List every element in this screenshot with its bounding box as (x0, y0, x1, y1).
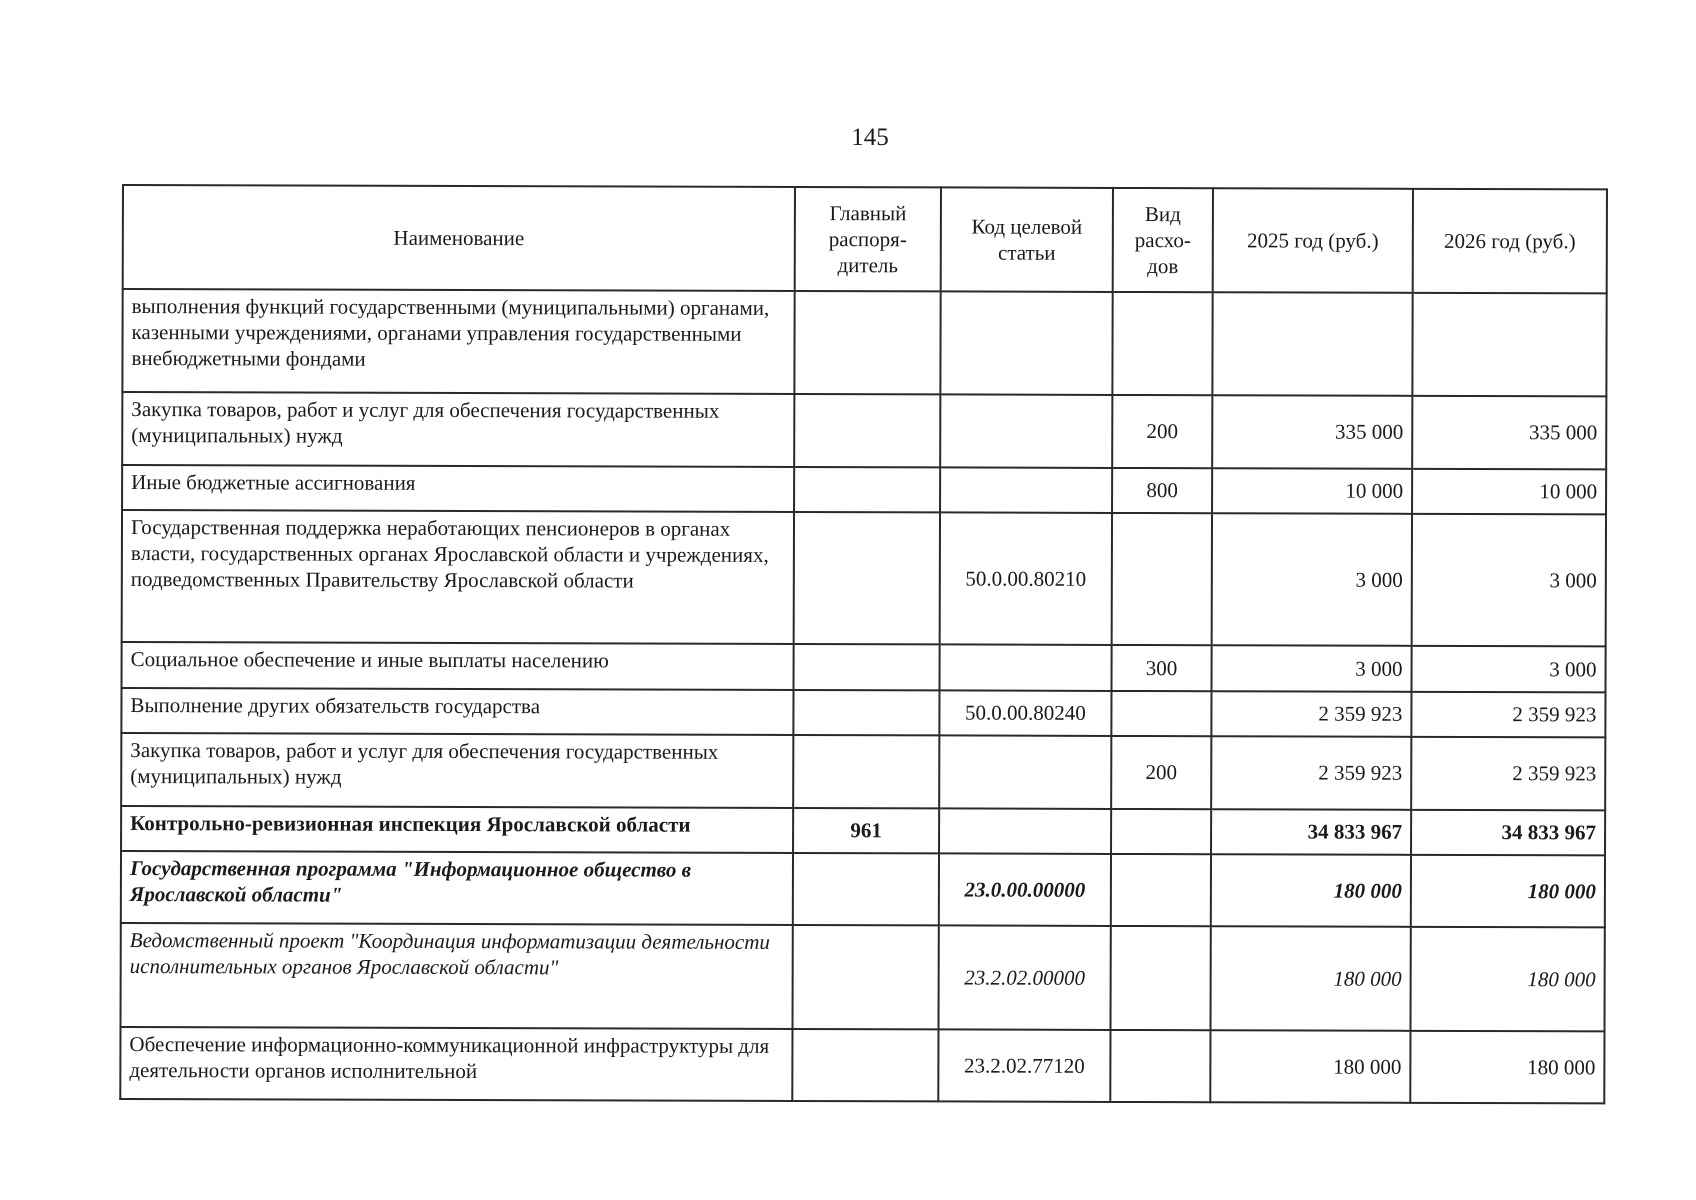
header-admin: Главный распоря-дитель (795, 187, 941, 291)
cell-2025: 180 000 (1210, 1030, 1410, 1103)
page-number: 145 (851, 124, 889, 151)
cell-code (940, 645, 1112, 691)
table-row (122, 289, 1606, 397)
cell-name: Контрольно-ревизионная инспекция Ярославской области (121, 806, 793, 853)
cell-name: выполнения функций государственными (муниципальными) органами, казенными учреждениями, органами управления государственными внебюджетными фондами (122, 289, 794, 394)
cell-2026: 335 000 (1412, 396, 1606, 469)
cell-name: Выполнение других обязательств государства (121, 688, 793, 735)
cell-2026 (1412, 293, 1606, 397)
cell-2026: 3 000 (1411, 646, 1605, 692)
cell-2025: 34 833 967 (1211, 809, 1411, 855)
cell-2026: 34 833 967 (1411, 809, 1605, 855)
cell-2025: 2 359 923 (1211, 691, 1411, 737)
cell-2026: 180 000 (1410, 927, 1604, 1031)
cell-2026: 2 359 923 (1411, 737, 1605, 810)
cell-admin (794, 644, 940, 690)
cell-2026: 180 000 (1410, 1030, 1604, 1103)
table-row (122, 465, 1606, 515)
table-row (121, 733, 1605, 810)
cell-code: 23.2.02.00000 (938, 926, 1110, 1030)
cell-2025: 3 000 (1212, 646, 1412, 692)
cell-2025: 10 000 (1212, 468, 1412, 514)
cell-name: Ведомственный проект "Координация информатизации деятельности исполнительных органов Ярославской области" (120, 923, 792, 1028)
table-row (121, 688, 1605, 738)
cell-admin (794, 394, 940, 467)
cell-admin (794, 512, 940, 645)
cell-type (1110, 926, 1210, 1030)
cell-type (1111, 691, 1211, 737)
cell-admin (794, 467, 940, 513)
cell-code (939, 736, 1111, 809)
table-row (121, 806, 1605, 856)
cell-2026: 3 000 (1412, 514, 1606, 647)
cell-2025: 3 000 (1212, 513, 1412, 646)
cell-2026: 2 359 923 (1411, 692, 1605, 738)
cell-type: 800 (1112, 468, 1212, 514)
header-type: Вид расхо-дов (1113, 188, 1213, 292)
table-row (120, 1027, 1604, 1104)
cell-2025: 2 359 923 (1211, 736, 1411, 809)
cell-code: 23.0.00.00000 (939, 853, 1111, 926)
cell-2025: 335 000 (1212, 396, 1412, 469)
cell-code: 50.0.00.80210 (940, 513, 1112, 646)
cell-admin (793, 690, 939, 736)
cell-code (940, 291, 1112, 395)
cell-name: Закупка товаров, работ и услуг для обеспечения государственных (муниципальных) нужд (122, 392, 794, 466)
cell-admin (792, 1029, 938, 1102)
table-row (122, 510, 1606, 647)
cell-type: 200 (1111, 736, 1211, 809)
header-name: Наименование (123, 185, 795, 291)
table-row (120, 923, 1604, 1031)
header-2025: 2025 год (руб.) (1213, 188, 1413, 293)
cell-admin (792, 925, 938, 1029)
cell-code (940, 467, 1112, 513)
header-code: Код целевой статьи (941, 187, 1113, 292)
cell-2026: 10 000 (1412, 468, 1606, 514)
cell-name: Государственная программа "Информационное общество в Ярославской области" (121, 851, 793, 925)
cell-type: 300 (1112, 645, 1212, 691)
table-row (121, 851, 1605, 928)
cell-2025: 180 000 (1211, 854, 1411, 927)
table-header-row (123, 185, 1607, 293)
cell-2025 (1212, 292, 1412, 396)
cell-type: 200 (1112, 395, 1212, 468)
cell-admin (793, 853, 939, 926)
cell-2025: 180 000 (1210, 927, 1410, 1031)
header-2026: 2026 год (руб.) (1413, 189, 1607, 294)
cell-name: Иные бюджетные ассигнования (122, 465, 794, 512)
cell-name: Обеспечение информационно-коммуникационной инфраструктуры для деятельности органов исполнительной (120, 1027, 792, 1101)
cell-code: 50.0.00.80240 (939, 690, 1111, 736)
cell-name: Закупка товаров, работ и услуг для обеспечения государственных (муниципальных) нужд (121, 733, 793, 807)
cell-code (939, 808, 1111, 854)
table-row (122, 642, 1606, 692)
cell-type (1110, 1030, 1210, 1103)
cell-name: Социальное обеспечение и иные выплаты населению (122, 642, 794, 689)
table-row (122, 392, 1606, 469)
cell-name: Государственная поддержка неработающих пенсионеров в органах власти, государственных органах Ярославской области и учреждениях, подведомственных Правительству Ярославской области (122, 510, 794, 644)
cell-type (1112, 292, 1212, 396)
cell-admin: 961 (793, 808, 939, 854)
cell-admin (793, 735, 939, 808)
cell-type (1111, 854, 1211, 927)
cell-type (1112, 513, 1212, 646)
cell-admin (794, 291, 940, 395)
cell-code: 23.2.02.77120 (938, 1029, 1110, 1102)
budget-table (119, 184, 1608, 1104)
cell-code (940, 395, 1112, 468)
cell-2026: 180 000 (1411, 855, 1605, 928)
cell-type (1111, 808, 1211, 854)
